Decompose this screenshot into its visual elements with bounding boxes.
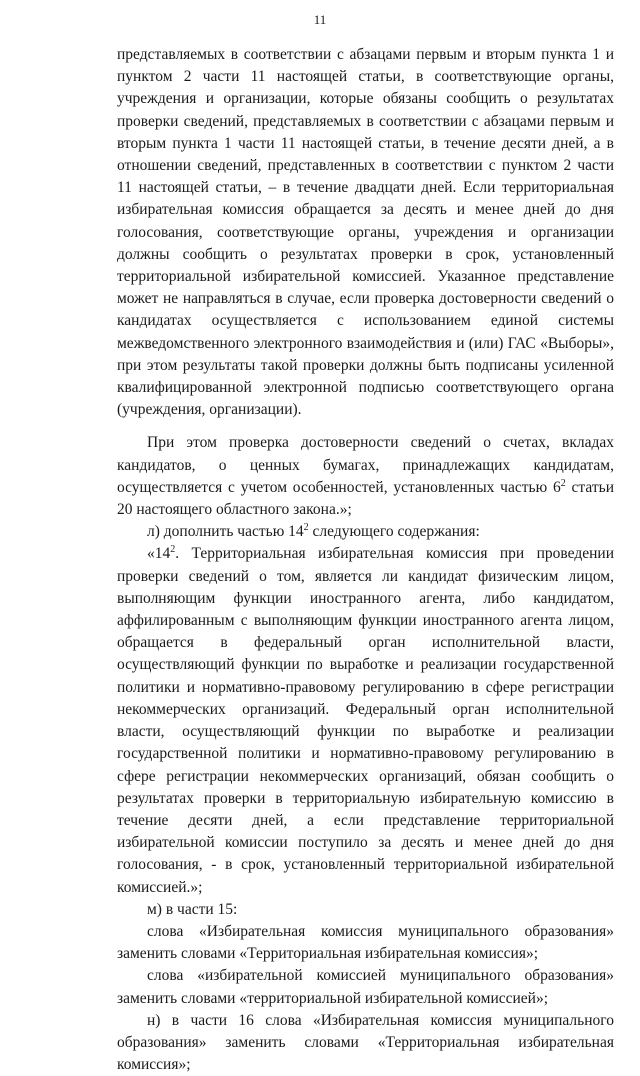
paragraph-verification-requests: представляемых в соответствии с абзацами первым и вторым пункта 1 и пунктом 2 части 11 настоящей статьи, в соответствующие органы, учреждения и организации, которые обязаны сообщить о результатах проверки сведений, представляемых в соответствии с абзацами первым и вторым пункта 1 части 11 настоящей статьи, в течение десяти дней, а в отношении сведений, представленных в соответствии с пунктом 2 части 11 настоящей статьи, – в течение двадцати дней. Если территориальная избирательная комиссия обращается за десять и менее дней до дня голосования, соответствующие органы, учреждения и организации должны сообщить о результатах проверки в срок, установленный территориальной избирательной комиссией. Указанное представление может не направляться в случае, если проверка достоверности сведений о кандидатах осуществляется с использованием единой системы межведомственного электронного взаимодействия и (или) ГАС «Выборы», при этом результаты такой проверки должны быть подписаны усиленной квалифицированной электронной подписью соответствующего органа (учреждения, организации). (117, 46, 614, 419)
paragraph-bank-accounts-check (117, 432, 614, 521)
paragraph-item-n: н) в части 16 слова «Избирательная комиссия муниципального образования» заменить словами «Территориальная избирательная комиссия»; (117, 1011, 614, 1074)
paragraph-text: При этом проверка достоверности сведений о счетах, вкладах кандидатов, о ценных бумагах, принадлежащих кандидатам, осуществляется с учетом особенностей, установленных частью 6 (117, 434, 614, 496)
superscript: 2 (303, 522, 309, 534)
paragraph-text: статьи 20 настоящего областного закона.»; (117, 478, 614, 519)
paragraph-part-14-2 (117, 543, 614, 898)
paragraph-text: . Территориальная избирательная комиссия при проведении проверки сведений о том, является ли кандидат физическим лицом, выполняющим функции иностранного агента, либо кандидатом, аффилированным с выполняющим функции иностранного агента лицом, обращается в федеральный орган исполнительной власти, осуществляющий функции по выработке и реализации государственной политики и нормативно-правовому регулированию в сфере регистрации некоммерческих организаций. Федеральный орган исполнительной власти, осуществляющий функции по выработке и реализации государственной политики и нормативно-правовому регулированию в сфере регистрации некоммерческих организаций, обязан сообщить о результатах проверки в территориальную избирательную комиссию в течение десяти дней, а если представление территориальной избирательной комиссии поступило за десять и менее дней до дня голосования, - в срок, установленный территориальной избирательной комиссией.»; (117, 545, 614, 896)
paragraph-text: л) дополнить частью 14 (147, 523, 304, 541)
superscript: 2 (170, 544, 176, 556)
page-number: 11 (313, 12, 327, 27)
paragraph-text: «14 (147, 545, 171, 563)
document-body (117, 44, 614, 1076)
paragraph-replace-words-1: слова «Избирательная комиссия муниципального образования» заменить словами «Территориальная избирательная комиссия»; (117, 922, 614, 963)
paragraph-item-l (117, 521, 614, 543)
paragraph-replace-words-2: слова «избирательной комиссией муниципального образования» заменить словами «территориальной избирательной комиссией»; (117, 967, 614, 1007)
paragraph-item-m: м) в части 15: (147, 900, 238, 918)
superscript: 2 (560, 477, 566, 489)
paragraph-text: следующего содержания: (308, 523, 480, 541)
